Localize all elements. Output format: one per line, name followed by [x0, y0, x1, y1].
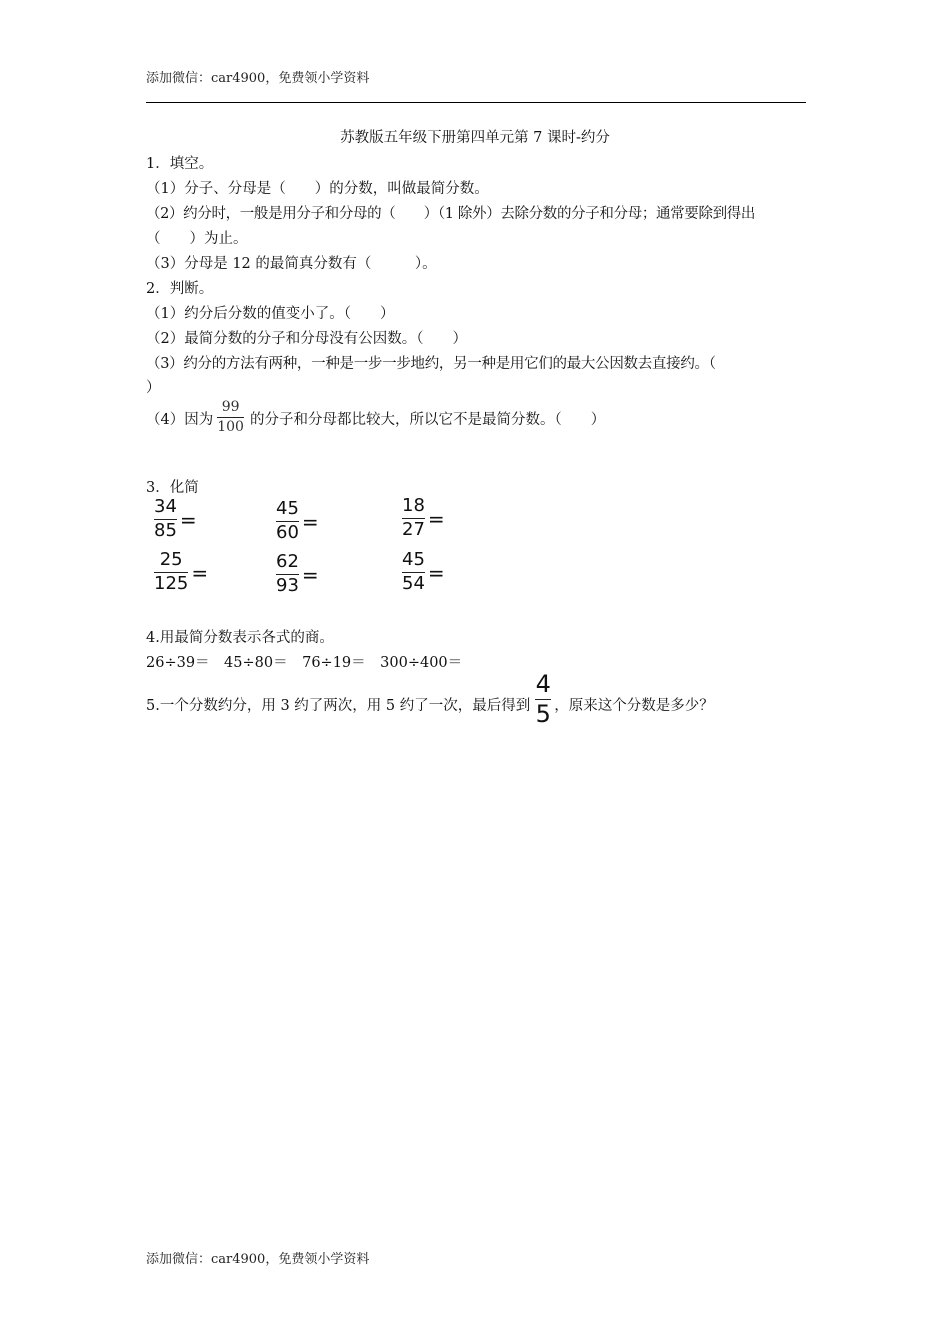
equals-sign: =: [427, 560, 445, 585]
simplify-item-2: [276, 500, 319, 543]
fraction-numerator: 45: [276, 498, 299, 519]
simplify-item-4: [154, 551, 208, 594]
fraction-denominator: 60: [276, 522, 299, 544]
fraction-denominator: 93: [276, 575, 299, 597]
q2-line5: [146, 400, 605, 434]
fraction-denominator: 5: [535, 700, 551, 729]
fraction-numerator: 45: [402, 549, 425, 570]
fraction-bar: [217, 417, 244, 418]
q5-suffix: ，原来这个分数是多少？: [554, 698, 714, 715]
q2-heading: 2．判断。: [146, 281, 214, 297]
q2-line5-prefix: （4）因为: [146, 412, 214, 429]
simplify-item-5: [276, 553, 319, 596]
q1-heading: 1．填空。: [146, 156, 214, 172]
q1-line1: （1）分子、分母是（ ）的分数，叫做最简分数。: [146, 181, 489, 197]
equals-sign: =: [301, 562, 319, 587]
fraction-99-100: [217, 400, 244, 434]
fraction: [402, 497, 425, 540]
equals-sign: =: [427, 506, 445, 531]
fraction-denominator: 100: [217, 418, 244, 435]
q1-line2: （2）约分时，一般是用分子和分母的（ ）（1 除外）去除分数的分子和分母；通常要除到得出: [146, 206, 756, 222]
fraction: [402, 551, 425, 594]
q2-line4: ）: [146, 380, 161, 396]
fraction-denominator: 125: [154, 573, 189, 595]
page-title: 苏教版五年级下册第四单元第 7 课时-约分: [340, 130, 610, 146]
q2-line5-suffix: 的分子和分母都比较大，所以它不是最简分数。（ ）: [249, 412, 606, 429]
q2-line1: （1）约分后分数的值变小了。（ ）: [146, 306, 395, 322]
fraction-numerator: 34: [154, 496, 177, 517]
simplify-item-1: [154, 498, 197, 541]
q1-line4: （3）分母是 12 的最简真分数有（ ）。: [146, 256, 437, 272]
simplify-item-3: [402, 497, 445, 540]
footer-note: 添加微信：car4900，免费领小学资料: [146, 1252, 370, 1267]
q5-prefix: 5.一个分数约分，用 3 约了两次，用 5 约了一次，最后得到: [146, 698, 531, 715]
equals-sign: =: [191, 560, 209, 585]
fraction-numerator: 4: [535, 670, 551, 698]
fraction-denominator: 27: [402, 519, 425, 541]
fraction-denominator: 85: [154, 520, 177, 542]
fraction-denominator: 54: [402, 573, 425, 595]
q4-heading: 4.用最简分数表示各式的商。: [146, 630, 334, 646]
q5-line: [146, 672, 714, 727]
fraction-numerator: 99: [221, 399, 240, 415]
equals-sign: =: [179, 507, 197, 532]
fraction: [276, 500, 299, 543]
fraction-numerator: 62: [276, 551, 299, 572]
equals-sign: =: [301, 509, 319, 534]
header-note: 添加微信：car4900，免费领小学资料: [146, 71, 370, 86]
simplify-item-6: [402, 551, 445, 594]
fraction: [154, 551, 188, 594]
q3-heading: 3．化简: [146, 480, 199, 496]
q1-line3: （ ）为止。: [146, 231, 248, 247]
fraction-numerator: 18: [402, 495, 425, 516]
fraction-numerator: 25: [159, 549, 183, 570]
q2-line3: （3）约分的方法有两种，一种是一步一步地约，另一种是用它们的最大公因数去直接约。（: [146, 356, 716, 372]
header-divider: [146, 102, 806, 103]
q2-line2: （2）最简分数的分子和分母没有公因数。（ ）: [146, 331, 467, 347]
fraction-4-5: [535, 672, 551, 727]
fraction: [154, 498, 177, 541]
fraction: [276, 553, 299, 596]
q4-expressions: 26÷39＝ 45÷80＝ 76÷19＝ 300÷400＝: [146, 655, 463, 671]
